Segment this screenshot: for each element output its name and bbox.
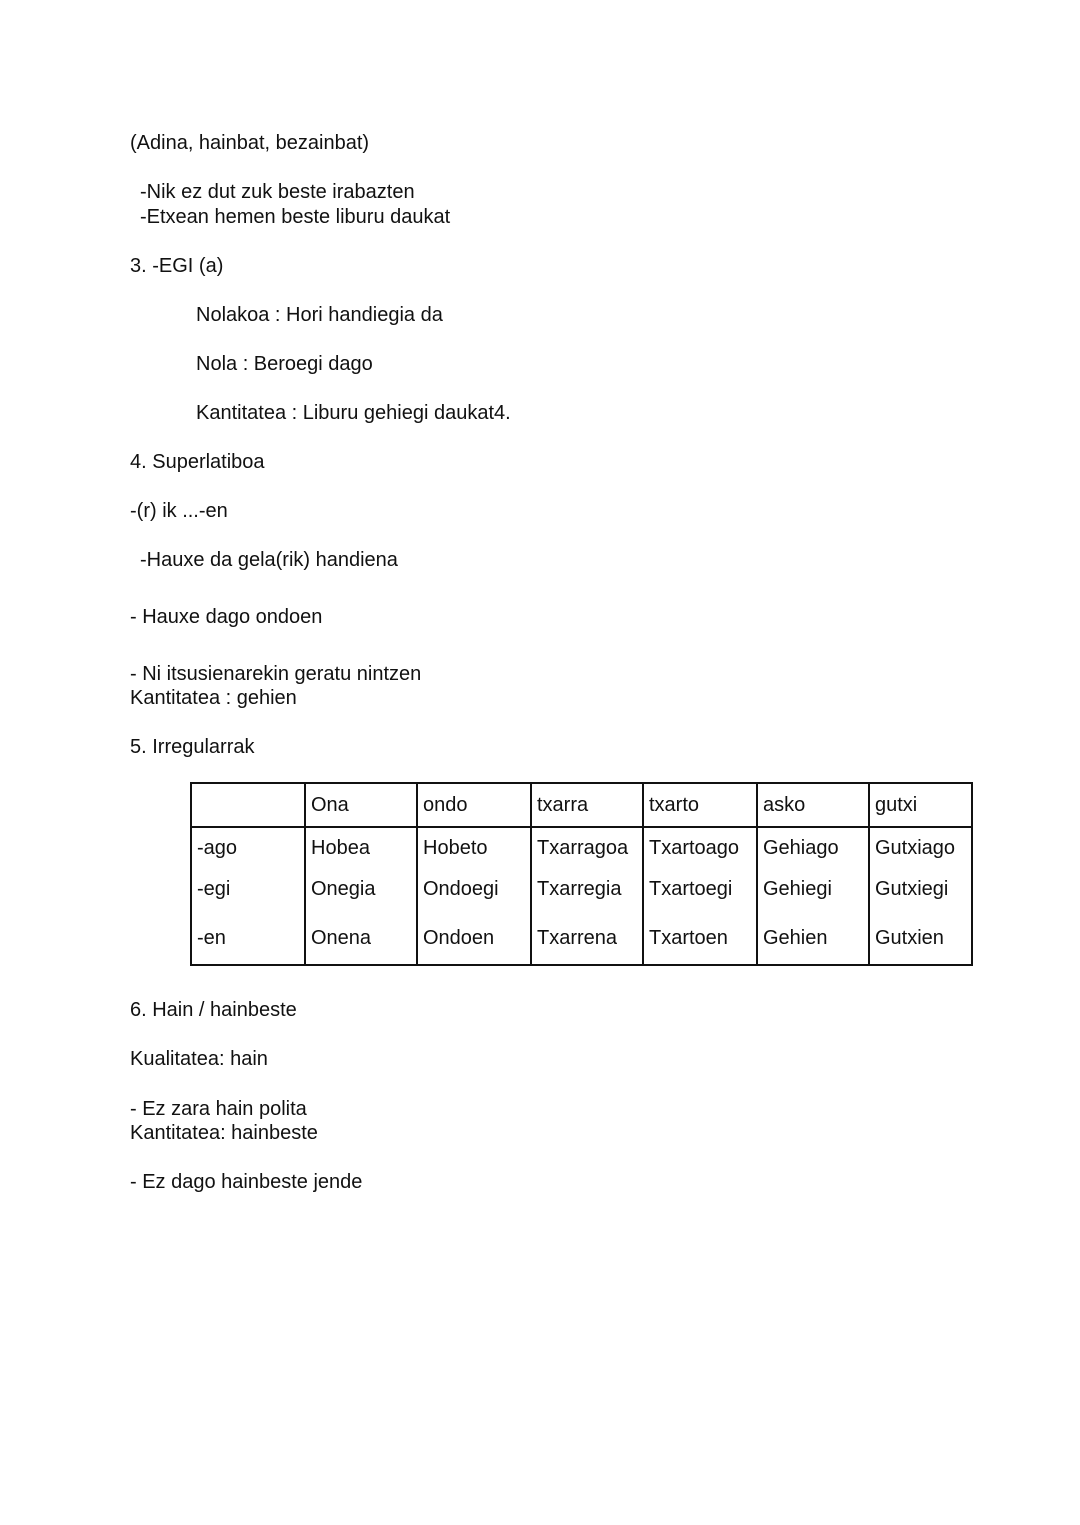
ez-zara-example: - Ez zara hain polita bbox=[130, 1098, 307, 1120]
table-cell: Gutxien bbox=[869, 926, 972, 965]
nik-example: -Nik ez dut zuk beste irabazten bbox=[140, 181, 415, 203]
hauxe-gela-example: -Hauxe da gela(rik) handiena bbox=[140, 549, 398, 571]
table-header-cell: ondo bbox=[417, 783, 531, 827]
table-cell: Txarrena bbox=[531, 926, 643, 965]
table-header-cell: asko bbox=[757, 783, 869, 827]
ez-dago-example: - Ez dago hainbeste jende bbox=[130, 1171, 363, 1193]
table-cell: Txartoen bbox=[643, 926, 757, 965]
table-cell: Gehien bbox=[757, 926, 869, 965]
kantitatea-gehien-line: Kantitatea : gehien bbox=[130, 687, 297, 709]
table-cell: Gutxiago bbox=[869, 827, 972, 877]
table-row bbox=[191, 827, 972, 877]
table-cell: Onegia bbox=[305, 877, 417, 926]
kantitatea-hainbeste-line: Kantitatea: hainbeste bbox=[130, 1122, 318, 1144]
table-row bbox=[191, 877, 972, 926]
ni-itsusi-example: - Ni itsusienarekin geratu nintzen bbox=[130, 663, 422, 685]
table-header-cell: gutxi bbox=[869, 783, 972, 827]
hain-heading: 6. Hain / hainbeste bbox=[130, 999, 297, 1021]
kantitatea-example: Kantitatea : Liburu gehiegi daukat4. bbox=[196, 402, 511, 424]
superlatiboa-heading: 4. Superlatiboa bbox=[130, 451, 265, 473]
nola-example: Nola : Beroegi dago bbox=[196, 353, 373, 375]
hauxe-dago-example: - Hauxe dago ondoen bbox=[130, 606, 323, 628]
table-header-cell: txarto bbox=[643, 783, 757, 827]
table-cell: Ondoegi bbox=[417, 877, 531, 926]
rik-en-rule: -(r) ik ...-en bbox=[130, 500, 228, 522]
table-row bbox=[191, 926, 972, 965]
table-cell: Gehiago bbox=[757, 827, 869, 877]
table-cell: Hobea bbox=[305, 827, 417, 877]
nolakoa-example: Nolakoa : Hori handiegia da bbox=[196, 304, 443, 326]
table-cell: Gutxiegi bbox=[869, 877, 972, 926]
kualitatea-line: Kualitatea: hain bbox=[130, 1048, 268, 1070]
adina-line: (Adina, hainbat, bezainbat) bbox=[130, 132, 370, 154]
table-cell: Onena bbox=[305, 926, 417, 965]
table-header-cell bbox=[191, 783, 305, 827]
table-cell: Txarragoa bbox=[531, 827, 643, 877]
table-cell: Txartoago bbox=[643, 827, 757, 877]
table-header-row bbox=[191, 783, 972, 827]
table-cell: Hobeto bbox=[417, 827, 531, 877]
table-cell: Gehiegi bbox=[757, 877, 869, 926]
irregularrak-heading: 5. Irregularrak bbox=[130, 736, 255, 758]
table-header-cell: Ona bbox=[305, 783, 417, 827]
table-cell: -egi bbox=[191, 877, 305, 926]
table-cell: -ago bbox=[191, 827, 305, 877]
table-cell: Ondoen bbox=[417, 926, 531, 965]
table-header-cell: txarra bbox=[531, 783, 643, 827]
table-cell: -en bbox=[191, 926, 305, 965]
irregular-table bbox=[190, 782, 973, 966]
table-cell: Txartoegi bbox=[643, 877, 757, 926]
etxean-example: -Etxean hemen beste liburu daukat bbox=[140, 206, 451, 228]
table-cell: Txarregia bbox=[531, 877, 643, 926]
egi-heading: 3. -EGI (a) bbox=[130, 255, 224, 277]
